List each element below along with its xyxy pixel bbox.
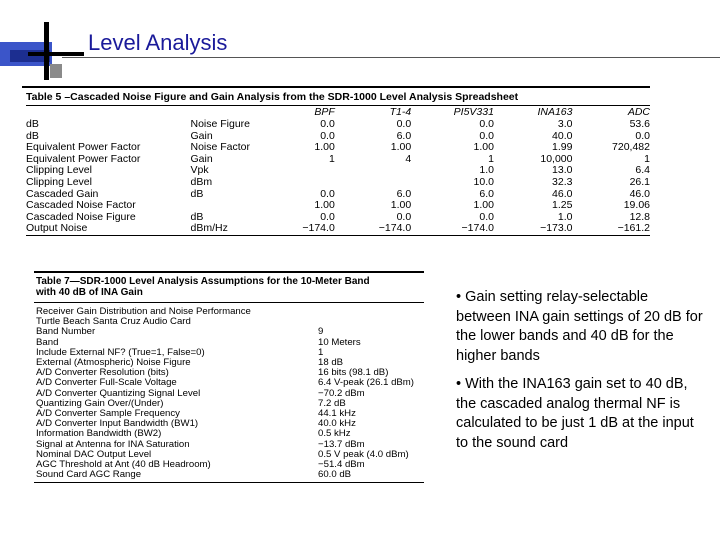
table7-value: 44.1 kHz [318,408,356,420]
table5-cell: Cascaded Noise Figure [26,210,136,223]
table5-cell [190,200,264,212]
table7-row [34,470,424,480]
table7-parameter: A/D Converter Resolution (bits) [36,367,169,379]
table7-value: 6.4 V-peak (26.1 dBm) [318,377,414,389]
slide-title: Level Analysis [88,30,228,55]
table5-cell: 32.3 [552,175,573,188]
table5-cell: 1.00 [314,199,335,212]
table7-value: 60.0 dB [318,469,352,481]
table7-caption [36,276,424,298]
table7-parameter: Information Bandwidth (BW2) [36,428,162,440]
table7-parameter: Receiver Gain Distribution and Noise Performance [36,306,251,317]
table5-cell: Noise Factor [190,141,251,154]
table7-caption-rule [34,302,424,303]
table7-value [316,317,424,327]
table7-parameter: Signal at Antenna for INA Saturation [36,438,190,450]
table5-cell: 1.25 [552,199,573,212]
table5-cell: 26.1 [629,175,650,188]
table7-parameter: Sound Card AGC Range [36,469,142,481]
table7-grid [34,307,424,480]
table5-col-header: INA163 [537,106,573,118]
table5-cell: 46.0 [629,187,650,200]
table5-cell [265,165,335,177]
table7-value: 16 bits (98.1 dB) [318,367,389,379]
table7-parameter: Band [36,336,59,348]
table5-cell: −174.0 [378,222,412,235]
table5-cell: 3.0 [557,118,573,130]
table7-parameter: Band Number [36,326,96,338]
table5-cell: 720,482 [612,141,650,154]
table7-parameter: A/D Converter Full-Scale Voltage [36,377,177,389]
table5-grid [26,106,650,235]
table7-value: −13.7 dBm [318,438,365,450]
table5-cell: 46.0 [552,187,573,200]
table5-cell: 12.8 [629,210,650,223]
table5-cell: 1.99 [552,141,573,154]
table5-cell: Equivalent Power Factor [26,141,141,154]
table5-cell: Equivalent Power Factor [26,152,141,165]
table5-cell: 0.0 [396,118,412,130]
table5-cell: Clipping Level [26,164,92,177]
table5-cell: 1.00 [314,141,335,154]
table5-cell: −174.0 [461,222,494,235]
table5-cell: 0.0 [320,210,335,223]
table5-cell: 0.0 [479,210,494,223]
table5-col-header: PI5V331 [453,106,494,118]
table5-cell [335,165,411,177]
table5-cell: 1.00 [473,199,494,212]
table5-row [26,119,650,131]
bullet-item: • With the INA163 gain set to 40 dB, the cascaded analog thermal NF is calculated to be just 1 dB at the input to the sound card [456,376,694,451]
table7-value: 0.5 kHz [318,428,351,440]
table5-caption: Table 5 –Cascaded Noise Figure and Gain Analysis from the SDR-1000 Level Analysis Spreadsheet [26,91,519,103]
table5-cell: 40.0 [552,129,573,142]
table7-parameter: External (Atmospheric) Noise Figure [36,357,191,369]
table5-cell: dB [190,210,204,223]
table7-value: 0.5 V peak (4.0 dBm) [318,448,409,460]
table7-caption-line2: with 40 dB of INA Gain [36,287,143,298]
table5-cell: 10,000 [540,152,573,165]
table7-value: 40.0 kHz [318,418,356,430]
table5-cell: 0.0 [635,129,650,142]
table5-cell: 6.0 [479,187,494,200]
table5-cell: dB [190,187,204,200]
table7-parameter: Quantizing Gain Over/(Under) [36,397,164,409]
table7-bottom-rule [34,482,424,483]
deco-vertical-bar [44,22,49,80]
table5-cell: 0.0 [396,210,412,223]
table5-cell: Cascaded Noise Factor [26,199,136,212]
table5-row [26,200,650,212]
table5-cell: 1.0 [479,164,494,177]
table5-cell [335,177,411,189]
table5-cell: Gain [190,129,213,142]
table5-cell: 0.0 [479,118,494,130]
table5-cell [265,177,335,189]
table5-cell: 10.0 [473,175,494,188]
table5-cell: −173.0 [540,222,573,235]
table5-cell: −161.2 [617,222,650,235]
table7-parameter: A/D Converter Quantizing Signal Level [36,387,201,399]
table5-cell: 0.0 [320,187,335,200]
table7-parameter: Turtle Beach Santa Cruz Audio Card [36,316,191,328]
table5-row [26,177,650,189]
table5-cell: 1.0 [557,210,573,223]
bullet-list [456,288,706,462]
table5-cell: 1 [328,152,335,165]
table5-col-header: ADC [627,106,650,118]
table5-cell: 13.0 [552,164,573,177]
table7-value: 1 [318,346,324,358]
table7-row [34,327,424,337]
table5-cell: dBm [190,175,213,188]
table5-cell: 1.00 [390,141,412,154]
table5-cell: 1 [644,152,650,165]
deco-black-bar [28,52,84,56]
table5-cell: 53.6 [629,118,650,130]
table5-col-header: BPF [314,106,335,118]
table7 [34,271,424,483]
table5-top-rule [22,86,650,88]
table7-top-rule [34,271,424,273]
table5-cell: 6.0 [396,187,412,200]
table5-cell: 6.0 [396,129,412,142]
table7-value: −70.2 dBm [318,387,365,399]
table5-cell: 0.0 [320,129,335,142]
table5-cell: dBm/Hz [190,222,228,235]
deco-grey-square [50,64,62,78]
table5-header-row [26,106,650,119]
table7-value: 10 Meters [318,336,361,348]
table7-value: 7.2 dB [318,397,346,409]
table5-col-header: T1-4 [389,106,412,118]
table5-cell: 6.4 [635,164,650,177]
table7-parameter: Nominal DAC Output Level [36,448,152,460]
table7-value: −51.4 dBm [318,459,365,471]
table7-parameter: Include External NF? (True=1, False=0) [36,346,205,358]
table5-cell: dB [26,118,39,130]
table7-parameter: AGC Threshold at Ant (40 dB Headroom) [36,459,211,471]
table5-row [26,223,650,235]
table5-cell: −174.0 [302,222,335,235]
table5-cell: dB [26,129,39,142]
bullet-item: • Gain setting relay-selectable between INA gain settings of 20 dB for the lower bands and 40 dB for the higher bands [456,289,703,364]
table5-cell: Noise Figure [190,118,251,130]
table5 [22,86,650,236]
table5-cell: 1.00 [473,141,494,154]
table5-cell: Clipping Level [26,175,92,188]
table5-cell: 1.00 [390,199,412,212]
table5-cell: Cascaded Gain [26,187,99,200]
table5-cell: 0.0 [479,129,494,142]
table5-cell: 4 [405,152,412,165]
table5-bottom-rule [26,235,650,236]
table5-cell: Gain [190,152,213,165]
table7-value: 18 dB [318,357,344,369]
table5-cell: 1 [488,152,494,165]
table5-cell: Vpk [190,164,209,177]
title-underline [62,57,720,58]
table7-value: 9 [318,326,324,338]
table7-parameter: A/D Converter Sample Frequency [36,408,180,420]
table7-value [316,307,424,317]
table7-parameter: A/D Converter Input Bandwidth (BW1) [36,418,199,430]
table5-col-header [26,106,190,119]
table5-cell: Output Noise [26,222,88,235]
table7-caption-line1: Table 7—SDR-1000 Level Analysis Assumptions for the 10-Meter Band [36,276,370,287]
table5-cell: 0.0 [320,118,335,130]
table5-cell: 19.06 [623,199,650,212]
